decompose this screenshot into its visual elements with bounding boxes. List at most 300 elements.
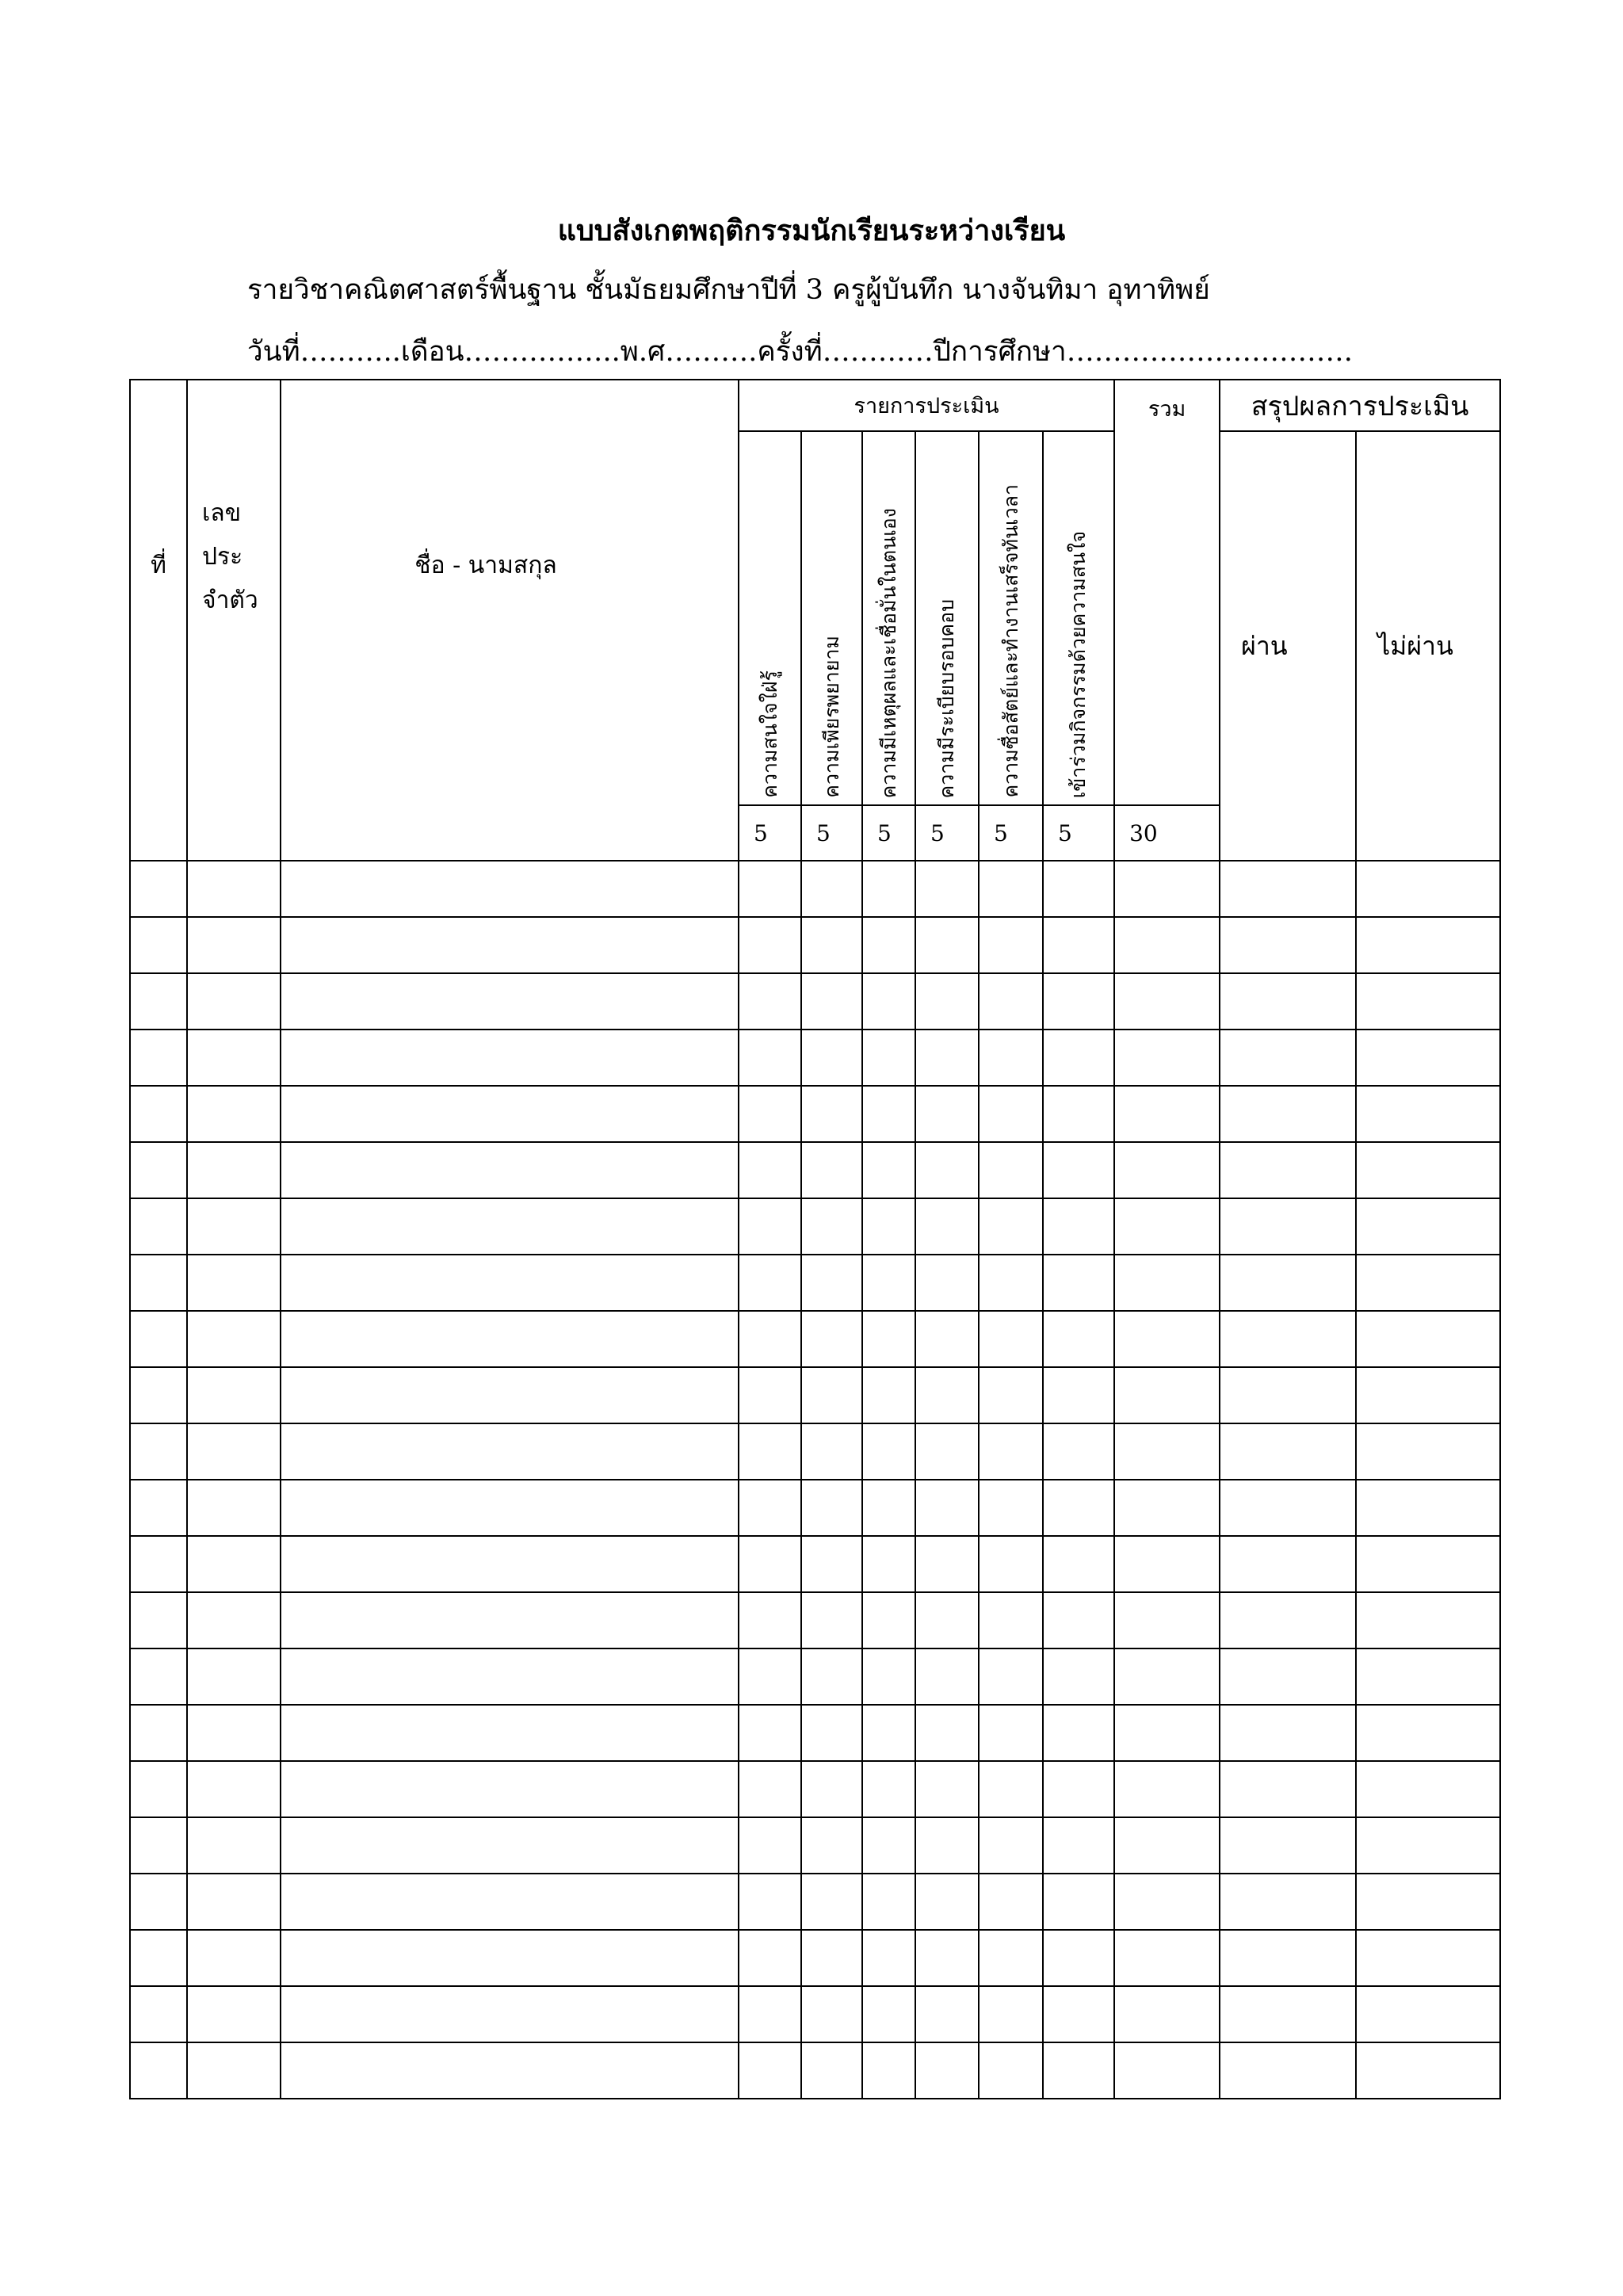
table-cell[interactable] (915, 973, 979, 1030)
table-row (130, 1367, 1500, 1423)
table-cell[interactable] (862, 1761, 915, 1817)
table-cell[interactable] (1114, 1874, 1220, 1930)
table-cell[interactable] (915, 1536, 979, 1592)
table-cell[interactable] (187, 861, 281, 917)
form-title: แบบสังเกตพฤติกรรมนักเรียนระหว่างเรียน (557, 214, 1066, 247)
table-cell[interactable] (1114, 1198, 1220, 1255)
criterion-label: ความสนใจใฝ่รู้ (758, 670, 781, 798)
table-cell[interactable] (739, 1648, 801, 1705)
table-cell[interactable] (187, 1311, 281, 1367)
table-cell[interactable] (1220, 1198, 1356, 1255)
table-cell[interactable] (862, 1874, 915, 1930)
table-cell[interactable] (281, 1930, 739, 1986)
table-cell[interactable] (801, 1536, 862, 1592)
table-row (130, 1255, 1500, 1311)
table-cell[interactable] (915, 1255, 979, 1311)
table-cell[interactable] (862, 1705, 915, 1761)
table-cell[interactable] (862, 1423, 915, 1480)
table-cell[interactable] (1114, 2042, 1220, 2099)
table-cell[interactable] (801, 1255, 862, 1311)
table-cell[interactable] (1356, 1311, 1500, 1367)
table-cell[interactable] (1356, 1930, 1500, 1986)
table-cell[interactable] (801, 1761, 862, 1817)
table-cell[interactable] (130, 973, 187, 1030)
table-row (130, 1086, 1500, 1142)
table-cell[interactable] (281, 1648, 739, 1705)
table-cell[interactable] (187, 1986, 281, 2042)
table-cell[interactable] (739, 1986, 801, 2042)
table-cell[interactable] (187, 1817, 281, 1874)
table-cell[interactable] (1220, 1030, 1356, 1086)
table-cell[interactable] (130, 1705, 187, 1761)
table-cell[interactable] (1220, 973, 1356, 1030)
table-cell[interactable] (130, 1198, 187, 1255)
table-cell[interactable] (1114, 1142, 1220, 1198)
table-cell[interactable] (801, 1930, 862, 1986)
table-cell[interactable] (1220, 1255, 1356, 1311)
table-cell[interactable] (979, 1761, 1043, 1817)
table-cell[interactable] (1356, 1761, 1500, 1817)
table-cell[interactable] (979, 1086, 1043, 1142)
table-cell[interactable] (862, 917, 915, 973)
table-cell[interactable] (801, 1311, 862, 1367)
table-cell[interactable] (1356, 2042, 1500, 2099)
table-cell[interactable] (801, 1817, 862, 1874)
table-cell[interactable] (979, 1198, 1043, 1255)
table-cell[interactable] (187, 1705, 281, 1761)
table-cell[interactable] (281, 1423, 739, 1480)
table-cell[interactable] (915, 1817, 979, 1874)
table-cell[interactable] (281, 1311, 739, 1367)
table-cell[interactable] (801, 1142, 862, 1198)
table-cell[interactable] (915, 1930, 979, 1986)
table-cell[interactable] (739, 1874, 801, 1930)
table-cell[interactable] (862, 1592, 915, 1648)
table-cell[interactable] (915, 1592, 979, 1648)
table-cell[interactable] (801, 1367, 862, 1423)
table-cell[interactable] (862, 1198, 915, 1255)
table-cell[interactable] (1114, 1367, 1220, 1423)
criterion-max-score: 5 (915, 805, 979, 861)
table-cell[interactable] (1043, 1930, 1114, 1986)
table-cell[interactable] (1356, 1874, 1500, 1930)
table-cell[interactable] (862, 1311, 915, 1367)
table-cell[interactable] (739, 1198, 801, 1255)
table-cell[interactable] (1114, 1761, 1220, 1817)
table-cell[interactable] (281, 1986, 739, 2042)
table-cell[interactable] (801, 1705, 862, 1761)
table-cell[interactable] (1043, 1648, 1114, 1705)
table-cell[interactable] (739, 1311, 801, 1367)
table-cell[interactable] (187, 1142, 281, 1198)
table-cell[interactable] (130, 1874, 187, 1930)
header-student-id (187, 380, 281, 861)
table-cell[interactable] (187, 1536, 281, 1592)
table-cell[interactable] (1114, 1536, 1220, 1592)
criterion-label: ความมีเหตุผลและเชื่อมั่นในตนเอง (876, 507, 900, 798)
table-cell[interactable] (979, 1030, 1043, 1086)
table-cell[interactable] (862, 1986, 915, 2042)
table-cell[interactable] (1356, 1592, 1500, 1648)
table-cell[interactable] (915, 1030, 979, 1086)
table-cell[interactable] (739, 1536, 801, 1592)
table-cell[interactable] (1220, 1086, 1356, 1142)
criterion-max-score: 5 (862, 805, 915, 861)
table-cell[interactable] (1356, 1142, 1500, 1198)
table-cell[interactable] (862, 861, 915, 917)
table-row (130, 1423, 1500, 1480)
table-row (130, 1761, 1500, 1817)
table-cell[interactable] (130, 1367, 187, 1423)
table-cell[interactable] (187, 1930, 281, 1986)
table-cell[interactable] (801, 1986, 862, 2042)
table-cell[interactable] (1220, 1592, 1356, 1648)
table-cell[interactable] (739, 1817, 801, 1874)
table-cell[interactable] (739, 1705, 801, 1761)
table-cell[interactable] (862, 1255, 915, 1311)
total-max-score: 30 (1114, 805, 1220, 861)
criterion-header (862, 431, 915, 805)
table-cell[interactable] (1043, 1030, 1114, 1086)
subject-line: รายวิชาคณิตศาสตร์พื้นฐาน ชั้นมัธยมศึกษาปีที่ 3 ครูผู้บันทึก นางจันทิมา อุทาทิพย์ (247, 274, 1210, 306)
table-cell[interactable] (130, 1536, 187, 1592)
table-cell[interactable] (1114, 1423, 1220, 1480)
table-cell[interactable] (915, 1198, 979, 1255)
table-cell[interactable] (1356, 1986, 1500, 2042)
table-cell[interactable] (187, 1423, 281, 1480)
table-cell[interactable] (1043, 1198, 1114, 1255)
table-cell[interactable] (979, 1255, 1043, 1311)
header-pass: ผ่าน (1220, 431, 1356, 861)
table-cell[interactable] (130, 1930, 187, 1986)
table-cell[interactable] (130, 1255, 187, 1311)
table-cell[interactable] (1043, 1086, 1114, 1142)
table-cell[interactable] (130, 1423, 187, 1480)
table-cell[interactable] (1114, 1705, 1220, 1761)
table-cell[interactable] (979, 1817, 1043, 1874)
table-cell[interactable] (862, 2042, 915, 2099)
table-cell[interactable] (1356, 917, 1500, 973)
table-cell[interactable] (915, 1874, 979, 1930)
table-cell[interactable] (1220, 1761, 1356, 1817)
table-cell[interactable] (1356, 1030, 1500, 1086)
table-cell[interactable] (801, 1592, 862, 1648)
table-cell[interactable] (281, 1874, 739, 1930)
table-cell[interactable] (1356, 973, 1500, 1030)
table-row (130, 1536, 1500, 1592)
table-cell[interactable] (1220, 1367, 1356, 1423)
table-row (130, 1198, 1500, 1255)
table-cell[interactable] (130, 1817, 187, 1874)
table-cell[interactable] (862, 1536, 915, 1592)
table-cell[interactable] (1043, 861, 1114, 917)
table-cell[interactable] (1220, 1311, 1356, 1367)
table-cell[interactable] (187, 1198, 281, 1255)
table-row (130, 1648, 1500, 1705)
table-row (130, 861, 1500, 917)
table-cell[interactable] (281, 1705, 739, 1761)
table-cell[interactable] (1220, 917, 1356, 973)
table-cell[interactable] (1220, 1986, 1356, 2042)
table-cell[interactable] (281, 917, 739, 973)
table-cell[interactable] (1220, 1142, 1356, 1198)
table-cell[interactable] (130, 2042, 187, 2099)
table-row (130, 1930, 1500, 1986)
table-cell[interactable] (862, 1480, 915, 1536)
table-cell[interactable] (979, 1367, 1043, 1423)
table-cell[interactable] (801, 1874, 862, 1930)
table-cell[interactable] (281, 1030, 739, 1086)
table-cell[interactable] (281, 1198, 739, 1255)
table-cell[interactable] (1356, 1086, 1500, 1142)
criterion-max-score: 5 (739, 805, 801, 861)
table-cell[interactable] (281, 1367, 739, 1423)
table-cell[interactable] (739, 1086, 801, 1142)
table-cell[interactable] (1356, 1648, 1500, 1705)
table-cell[interactable] (187, 917, 281, 973)
table-cell[interactable] (801, 973, 862, 1030)
table-cell[interactable] (1220, 1423, 1356, 1480)
criterion-max-score: 5 (1043, 805, 1114, 861)
table-cell[interactable] (1356, 1367, 1500, 1423)
table-cell[interactable] (1114, 1648, 1220, 1705)
observation-table (129, 379, 1501, 2099)
table-cell[interactable] (130, 1142, 187, 1198)
table-cell[interactable] (739, 973, 801, 1030)
table-cell[interactable] (862, 973, 915, 1030)
table-cell[interactable] (739, 861, 801, 917)
table-cell[interactable] (1043, 1761, 1114, 1817)
table-cell[interactable] (1114, 1255, 1220, 1311)
table-cell[interactable] (187, 1030, 281, 1086)
table-cell[interactable] (187, 973, 281, 1030)
table-cell[interactable] (739, 2042, 801, 2099)
table-cell[interactable] (1043, 2042, 1114, 2099)
table-cell[interactable] (862, 1930, 915, 1986)
table-cell[interactable] (281, 1255, 739, 1311)
table-row (130, 1480, 1500, 1536)
table-cell[interactable] (1356, 861, 1500, 917)
table-cell[interactable] (1114, 1986, 1220, 2042)
table-cell[interactable] (1220, 1536, 1356, 1592)
table-cell[interactable] (1220, 1705, 1356, 1761)
table-cell[interactable] (187, 2042, 281, 2099)
table-cell[interactable] (187, 1255, 281, 1311)
table-cell[interactable] (187, 1592, 281, 1648)
table-cell[interactable] (801, 1480, 862, 1536)
table-cell[interactable] (1043, 917, 1114, 973)
table-cell[interactable] (1220, 1648, 1356, 1705)
table-cell[interactable] (130, 1986, 187, 2042)
table-cell[interactable] (1043, 1311, 1114, 1367)
table-cell[interactable] (739, 1592, 801, 1648)
table-cell[interactable] (739, 1423, 801, 1480)
table-cell[interactable] (915, 861, 979, 917)
table-cell[interactable] (130, 1761, 187, 1817)
table-cell[interactable] (1043, 1986, 1114, 2042)
table-cell[interactable] (130, 917, 187, 973)
header-assessment-group: รายการประเมิน (739, 380, 1114, 431)
table-cell[interactable] (187, 1761, 281, 1817)
table-cell[interactable] (862, 1817, 915, 1874)
table-cell[interactable] (739, 1761, 801, 1817)
table-cell[interactable] (979, 1592, 1043, 1648)
table-cell[interactable] (862, 1086, 915, 1142)
table-cell[interactable] (1114, 1592, 1220, 1648)
table-cell[interactable] (739, 1030, 801, 1086)
table-row (130, 1874, 1500, 1930)
table-row (130, 1817, 1500, 1874)
table-cell[interactable] (187, 1648, 281, 1705)
table-cell[interactable] (1043, 1367, 1114, 1423)
table-cell[interactable] (1043, 1592, 1114, 1648)
table-cell[interactable] (801, 917, 862, 973)
table-cell[interactable] (1220, 1874, 1356, 1930)
table-cell[interactable] (739, 1367, 801, 1423)
table-cell[interactable] (1043, 1874, 1114, 1930)
table-cell[interactable] (281, 2042, 739, 2099)
table-cell[interactable] (130, 1030, 187, 1086)
table-cell[interactable] (1356, 1536, 1500, 1592)
table-cell[interactable] (187, 1874, 281, 1930)
table-cell[interactable] (281, 1761, 739, 1817)
table-cell[interactable] (1043, 1423, 1114, 1480)
table-cell[interactable] (1220, 861, 1356, 917)
table-cell[interactable] (915, 1423, 979, 1480)
table-cell[interactable] (801, 1086, 862, 1142)
table-cell[interactable] (801, 1648, 862, 1705)
table-cell[interactable] (187, 1480, 281, 1536)
table-cell[interactable] (187, 1367, 281, 1423)
table-cell[interactable] (1114, 1086, 1220, 1142)
header-total: รวม (1114, 380, 1220, 805)
table-cell[interactable] (130, 1480, 187, 1536)
table-cell[interactable] (130, 1086, 187, 1142)
table-cell[interactable] (1114, 973, 1220, 1030)
table-cell[interactable] (979, 1874, 1043, 1930)
table-cell[interactable] (915, 1761, 979, 1817)
table-cell[interactable] (862, 1142, 915, 1198)
table-cell[interactable] (862, 1367, 915, 1423)
table-cell[interactable] (979, 1423, 1043, 1480)
criterion-header (979, 431, 1043, 805)
header-fail: ไม่ผ่าน (1356, 431, 1500, 861)
table-cell[interactable] (979, 1536, 1043, 1592)
table-cell[interactable] (915, 1986, 979, 2042)
table-cell[interactable] (1220, 2042, 1356, 2099)
table-cell[interactable] (1114, 1480, 1220, 1536)
table-cell[interactable] (281, 1086, 739, 1142)
table-cell[interactable] (915, 917, 979, 973)
table-cell[interactable] (979, 1142, 1043, 1198)
table-cell[interactable] (801, 861, 862, 917)
table-cell[interactable] (915, 1142, 979, 1198)
table-cell[interactable] (979, 2042, 1043, 2099)
table-cell[interactable] (130, 1311, 187, 1367)
table-cell[interactable] (1356, 1705, 1500, 1761)
table-cell[interactable] (1356, 1817, 1500, 1874)
table-cell[interactable] (281, 1592, 739, 1648)
table-cell[interactable] (1043, 1480, 1114, 1536)
table-cell[interactable] (130, 1592, 187, 1648)
table-cell[interactable] (281, 1142, 739, 1198)
table-row (130, 1311, 1500, 1367)
table-cell[interactable] (1356, 1480, 1500, 1536)
table-cell[interactable] (1356, 1198, 1500, 1255)
table-cell[interactable] (1043, 973, 1114, 1030)
header-student-id-label: เลข ประ จำตัว (202, 499, 258, 614)
table-cell[interactable] (979, 861, 1043, 917)
table-cell[interactable] (739, 1930, 801, 1986)
table-cell[interactable] (979, 1480, 1043, 1536)
table-cell[interactable] (1114, 861, 1220, 917)
table-cell[interactable] (801, 2042, 862, 2099)
table-cell[interactable] (1043, 1817, 1114, 1874)
table-cell[interactable] (1114, 1817, 1220, 1874)
table-cell[interactable] (1043, 1142, 1114, 1198)
table-cell[interactable] (801, 1423, 862, 1480)
criterion-max-score: 5 (801, 805, 862, 861)
table-cell[interactable] (915, 1480, 979, 1536)
table-cell[interactable] (801, 1198, 862, 1255)
table-cell[interactable] (1043, 1255, 1114, 1311)
table-cell[interactable] (281, 973, 739, 1030)
table-cell[interactable] (915, 1648, 979, 1705)
table-cell[interactable] (1114, 1311, 1220, 1367)
table-cell[interactable] (1356, 1423, 1500, 1480)
table-cell[interactable] (1114, 1030, 1220, 1086)
table-cell[interactable] (739, 917, 801, 973)
table-row (130, 1986, 1500, 2042)
table-cell[interactable] (281, 1536, 739, 1592)
table-cell[interactable] (915, 1367, 979, 1423)
table-cell[interactable] (862, 1648, 915, 1705)
table-cell[interactable] (1114, 1930, 1220, 1986)
criterion-label: ความมีระเบียบรอบคอบ (935, 598, 958, 798)
table-cell[interactable] (979, 1930, 1043, 1986)
table-cell[interactable] (979, 1986, 1043, 2042)
table-cell[interactable] (862, 1030, 915, 1086)
table-cell[interactable] (1356, 1255, 1500, 1311)
table-cell[interactable] (130, 861, 187, 917)
table-cell[interactable] (281, 1817, 739, 1874)
table-cell[interactable] (739, 1480, 801, 1536)
table-cell[interactable] (915, 1086, 979, 1142)
table-cell[interactable] (979, 1648, 1043, 1705)
table-cell[interactable] (915, 2042, 979, 2099)
table-cell[interactable] (1114, 917, 1220, 973)
table-row (130, 973, 1500, 1030)
table-cell[interactable] (915, 1705, 979, 1761)
table-cell[interactable] (1220, 1930, 1356, 1986)
table-cell[interactable] (979, 1311, 1043, 1367)
table-cell[interactable] (801, 1030, 862, 1086)
table-cell[interactable] (979, 1705, 1043, 1761)
table-cell[interactable] (739, 1142, 801, 1198)
table-cell[interactable] (1220, 1817, 1356, 1874)
table-cell[interactable] (1043, 1705, 1114, 1761)
table-cell[interactable] (915, 1311, 979, 1367)
table-cell[interactable] (1043, 1536, 1114, 1592)
table-cell[interactable] (979, 973, 1043, 1030)
table-cell[interactable] (187, 1086, 281, 1142)
table-cell[interactable] (130, 1648, 187, 1705)
table-cell[interactable] (979, 917, 1043, 973)
table-cell[interactable] (281, 861, 739, 917)
table-cell[interactable] (1220, 1480, 1356, 1536)
table-cell[interactable] (739, 1255, 801, 1311)
table-cell[interactable] (281, 1480, 739, 1536)
